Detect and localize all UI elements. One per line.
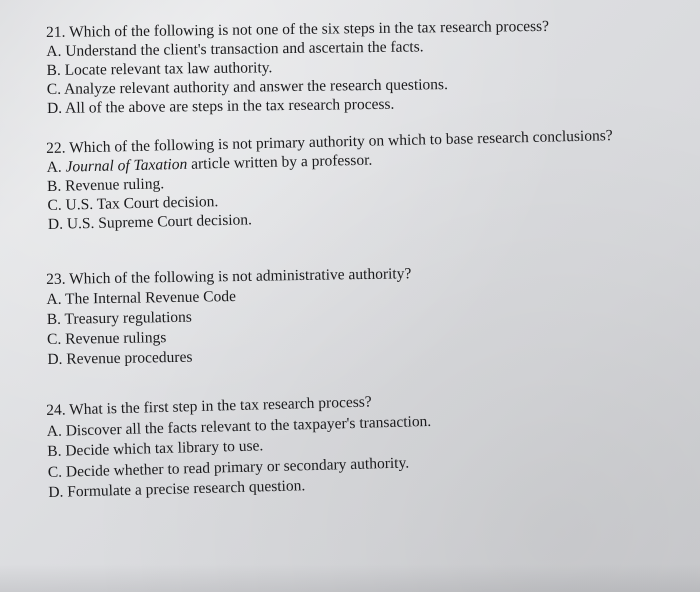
option-a: A. The Internal Revenue Code [46,288,237,308]
option-c: C. Revenue rulings [46,329,167,348]
option-a-suffix: article written by a professor. [187,151,373,173]
option-d: D. Formulate a precise research question. [48,477,306,501]
option-a-prefix: A. [46,158,66,176]
question-22 [46,127,615,235]
option-c: C. Analyze relevant authority and answer the research questions. [46,76,449,98]
question-stem: 23. Which of the following is not administrative authority? [46,265,412,288]
option-d: D. Revenue procedures [47,348,193,368]
option-b: B. Locate relevant tax law authority. [46,59,273,79]
option-c: C. U.S. Tax Court decision. [47,193,219,214]
question-23 [46,265,413,371]
question-stem: 22. Which of the following is not primary authority on which to base research conclusions? [46,127,613,157]
option-d: D. U.S. Supreme Court decision. [47,211,253,233]
option-a: A. Discover all the facts relevant to the taxpayer's transaction. [46,412,432,440]
option-a: A. Understand the client's transaction and ascertain the facts. [46,38,424,60]
question-21 [46,18,550,119]
journal-title: Journal of Taxation [65,155,188,176]
option-b: B. Revenue ruling. [46,175,165,195]
page-shadow [0,564,700,592]
question-24 [46,392,433,505]
option-b: B. Treasury regulations [46,308,192,328]
option-d: D. All of the above are steps in the tax research process. [46,95,395,117]
option-b: B. Decide which tax library to use. [47,437,264,460]
question-stem: 24. What is the first step in the tax research process? [46,393,372,419]
question-stem: 21. Which of the following is not one of the six steps in the tax research process? [46,17,550,41]
option-c: C. Decide whether to read primary or secondary authority. [47,454,410,481]
